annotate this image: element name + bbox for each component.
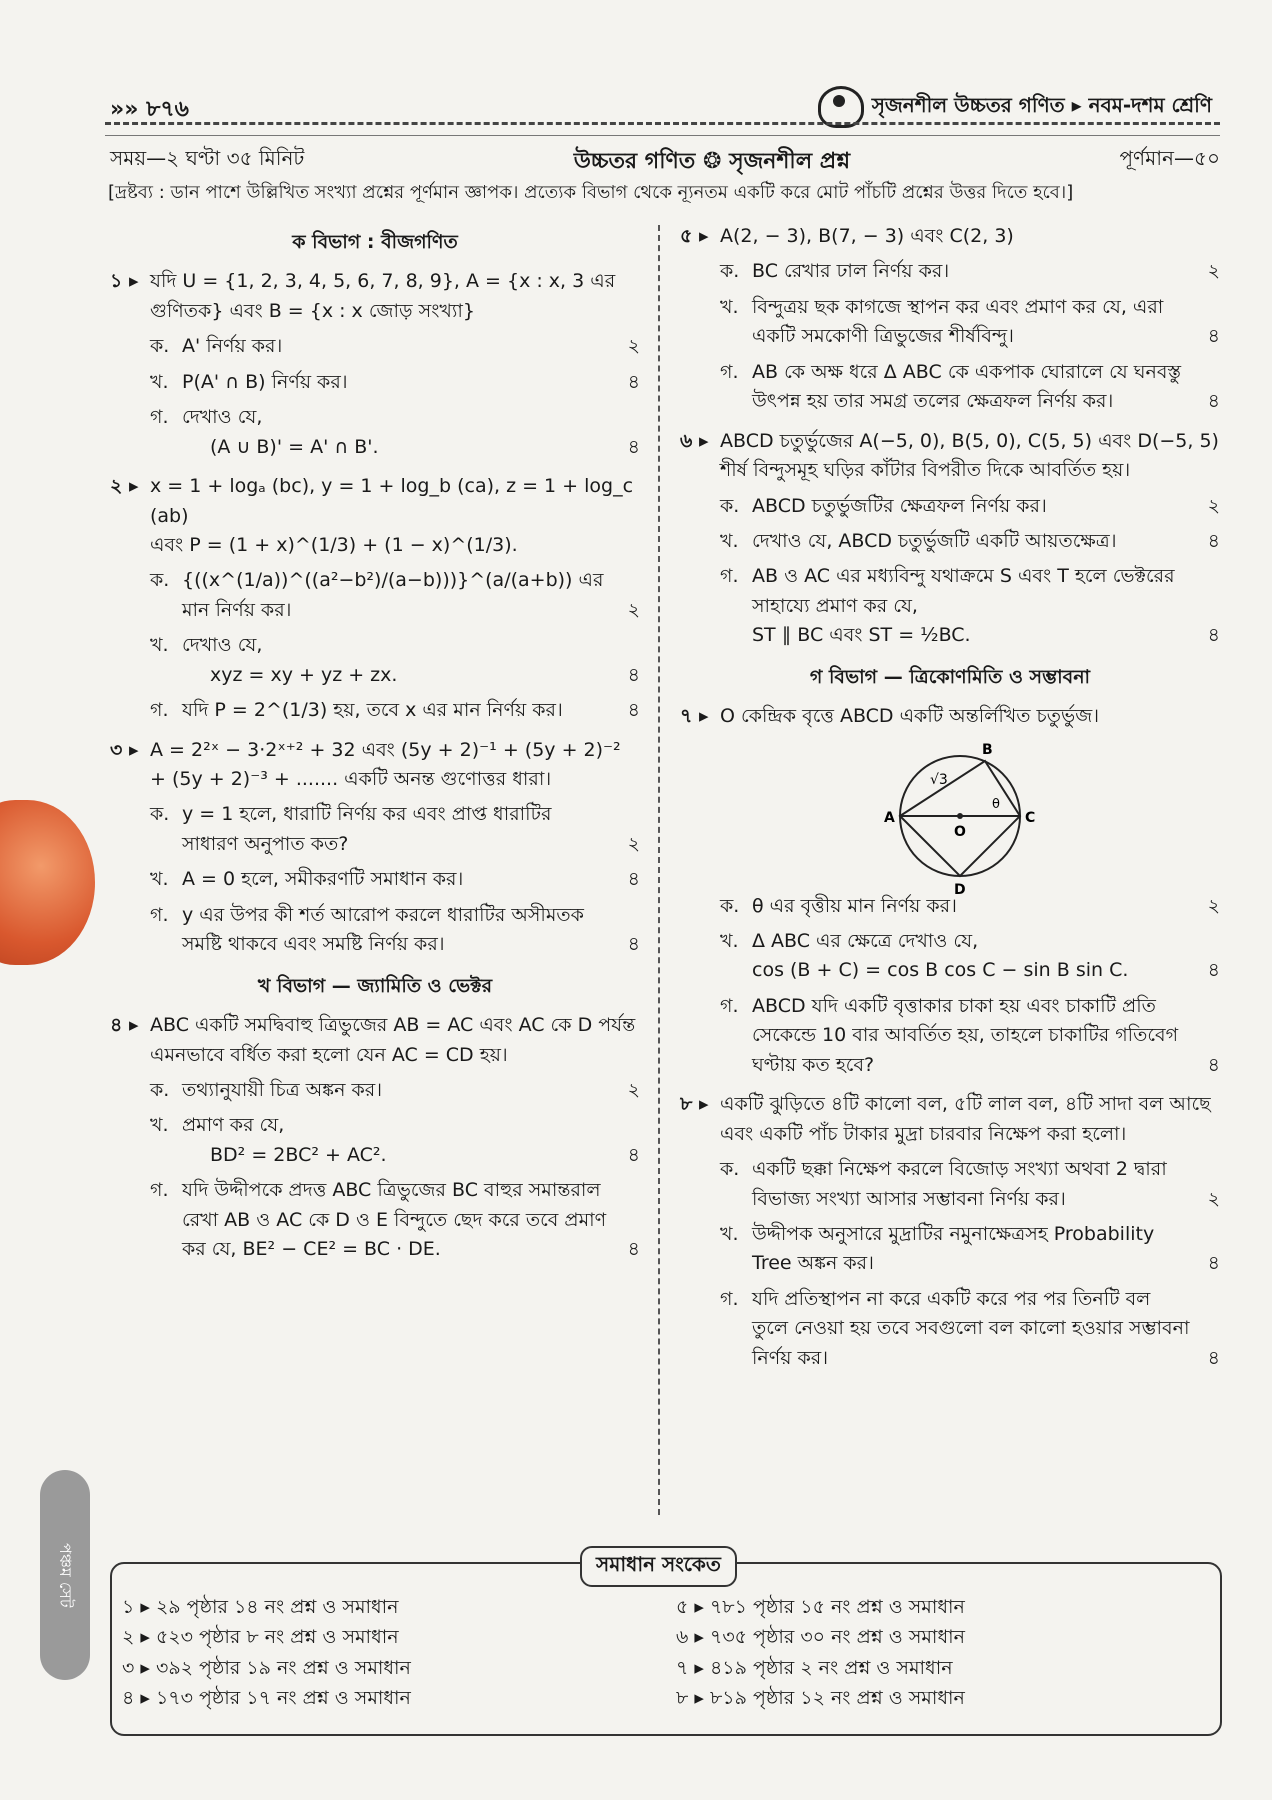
hint-item: ৩ ▸ ৩৯২ পৃষ্ঠার ১৯ নং প্রশ্ন ও সমাধান [122, 1656, 411, 1679]
label-b: B [982, 741, 993, 758]
question-stem: A = 2²ˣ − 3·2ˣ⁺² + 32 এবং (5y + 2)⁻¹ + (5y + 2)⁻² + (5y + 2)⁻³ + ....... একটি অনন্ত গুণোত্তর ধারা। [150, 738, 621, 790]
question-5 [680, 222, 1220, 423]
equation: BD² = 2BC² + AC². [210, 1143, 387, 1166]
sub-label: খ. [150, 370, 169, 393]
left-column [110, 222, 640, 1275]
section-kha-heading: খ বিভাগ — জ্যামিতি ও ভেক্টর [257, 974, 493, 997]
mark: ৪ [627, 699, 640, 722]
sub-label: গ. [720, 565, 739, 588]
sub-question: তথ্যানুযায়ী চিত্র অঙ্কন কর। [182, 1078, 382, 1101]
mark: ৪ [1207, 529, 1220, 552]
hint-item: ৫ ▸ ৭৮১ পৃষ্ঠার ১৫ নং প্রশ্ন ও সমাধান [676, 1596, 965, 1618]
running-title: সৃজনশীল উচ্চতর গণিত ▸ নবম-দশম শ্রেণি [871, 92, 1212, 117]
question-number: ৬ ▸ [680, 429, 709, 452]
question-stem: যদি U = {1, 2, 3, 4, 5, 6, 7, 8, 9}, A = {x : x, 3 এর গুণিতক} এবং B = {x : x জোড় সংখ্যা} [150, 270, 616, 322]
page-number: »» ৮৭৬ [110, 97, 189, 122]
mark: ৪ [627, 1238, 640, 1261]
solution-hints-title: সমাধান সংকেত [580, 1546, 737, 1587]
sub-label: ক. [720, 260, 740, 283]
mark: ৪ [1207, 1252, 1220, 1275]
mark: ৪ [627, 933, 640, 956]
label-o: O [954, 823, 966, 840]
question-number: ১ ▸ [110, 270, 139, 293]
sub-label: খ. [720, 1222, 739, 1245]
question-stem: ABCD চতুর্ভুজের A(−5, 0), B(5, 0), C(5, 5) এবং D(−5, 5) শীর্ষ বিন্দুসমূহ ঘড়ির কাঁটার বিপরীত দিকে আবর্তিত হয়। [720, 429, 1219, 482]
sub-label: গ. [150, 699, 169, 722]
sub-question: প্রমাণ কর যে, [182, 1114, 285, 1137]
exam-full-marks: পূর্ণমান—৫০ [1119, 146, 1220, 170]
equation: ST ∥ BC এবং ST = ½BC. [752, 624, 971, 647]
question-number: ২ ▸ [110, 475, 139, 498]
column-divider [658, 225, 660, 1515]
question-stem: ABC একটি সমদ্বিবাহু ত্রিভুজের AB = AC এবং AC কে D পর্যন্ত এমনভাবে বর্ধিত করা হলো যেন AC = CD হয়। [150, 1014, 636, 1066]
question-stem: O কেন্দ্রিক বৃত্তে ABCD একটি অন্তর্লিখিত চতুর্ভুজ। [720, 705, 1099, 728]
solution-hints-right [676, 1592, 965, 1714]
question-7 [680, 702, 1220, 1086]
label-d: D [954, 881, 966, 898]
sub-question: ABCD যদি একটি বৃত্তাকার চাকা হয় এবং চাকাটি প্রতি সেকেন্ডে 10 বার আবর্তিত হয়, তাহলে চাকাটির গতিবেগ ঘণ্টায় কত হবে? [752, 994, 1179, 1076]
mark: ৪ [627, 370, 640, 393]
sub-label: ক. [720, 494, 740, 517]
question-6 [680, 427, 1220, 657]
hint-item: ২ ▸ ৫২৩ পৃষ্ঠার ৮ নং প্রশ্ন ও সমাধান [122, 1626, 399, 1649]
equation: (A ∪ B)' = A' ∩ B'. [210, 435, 379, 458]
sub-question: একটি ছক্কা নিক্ষেপ করলে বিজোড় সংখ্যা অথবা 2 দ্বারা বিভাজ্য সংখ্যা আসার সম্ভাবনা নির্ণয় কর। [752, 1158, 1167, 1210]
sub-label: খ. [720, 529, 739, 552]
label-a: A [884, 809, 895, 826]
sub-question: y = 1 হলে, ধারাটি নির্ণয় কর এবং প্রাপ্ত ধারাটির সাধারণ অনুপাত কত? [182, 803, 552, 855]
mark: ৪ [1207, 959, 1220, 982]
section-ga-heading: গ বিভাগ — ত্রিকোণমিতি ও সম্ভাবনা [809, 665, 1091, 688]
mark: ২ [1207, 260, 1220, 283]
sub-label: ক. [150, 803, 170, 826]
sub-label: গ. [150, 903, 169, 926]
mark: ২ [627, 598, 640, 621]
sub-question: বিন্দুত্রয় ছক কাগজে স্থাপন কর এবং প্রমাণ কর যে, এরা একটি সমকোণী ত্রিভুজের শীর্ষবিন্দু। [752, 295, 1164, 348]
sub-label: ক. [150, 335, 170, 358]
sub-question: θ এর বৃত্তীয় মান নির্ণয় কর। [752, 894, 957, 917]
sub-question: যদি প্রতিস্থাপন না করে একটি করে পর পর তিনটি বল তুলে নেওয়া হয় তবে সবগুলো বল কালো হওয়ার সম্ভাবনা নির্ণয় কর। [752, 1287, 1190, 1369]
question-1 [110, 267, 640, 468]
sub-label: ক. [150, 1078, 170, 1101]
sub-question: A = 0 হলে, সমীকরণটি সমাধান কর। [182, 868, 464, 891]
mark: ৪ [627, 1143, 640, 1166]
mark: ৪ [1207, 1053, 1220, 1076]
exam-subject: উচ্চতর গণিত ❂ সৃজনশীল প্রশ্ন [573, 149, 851, 174]
sub-question: AB ও AC এর মধ্যবিন্দু যথাক্রমে S এবং T হলে ভেক্টরের সাহায্যে প্রমাণ কর যে, [752, 565, 1175, 617]
question-8 [680, 1090, 1220, 1379]
sub-label: খ. [720, 295, 739, 318]
finger-photo-artifact [0, 800, 95, 965]
hint-item: ১ ▸ ২৯ পৃষ্ঠার ১৪ নং প্রশ্ন ও সমাধান [122, 1596, 399, 1618]
sub-question: Δ ABC এর ক্ষেত্রে দেখাও যে, [752, 930, 979, 952]
sub-label: খ. [150, 634, 169, 657]
mark: ৪ [1207, 1346, 1220, 1369]
question-4 [110, 1011, 640, 1271]
header-ornament [105, 122, 1220, 136]
exam-time: সময়—২ ঘণ্টা ৩৫ মিনিট [110, 146, 305, 170]
question-stem: A(2, − 3), B(7, − 3) এবং C(2, 3) [720, 225, 1014, 247]
sub-question: AB কে অক্ষ ধরে Δ ABC কে একপাক ঘোরালে যে ঘনবস্তু উৎপন্ন হয় তার সমগ্র তলের ক্ষেত্রফল নির্ণয় কর। [752, 360, 1182, 413]
right-column [680, 222, 1220, 1383]
sub-question: P(A' ∩ B) নির্ণয় কর। [182, 370, 348, 393]
sub-label: গ. [150, 1179, 169, 1202]
sub-question: উদ্দীপক অনুসারে মুদ্রাটির নমুনাক্ষেত্রসহ Probability Tree অঙ্কন কর। [752, 1222, 1155, 1275]
inscribed-quadrilateral-figure [870, 736, 1050, 898]
exam-notice: [দ্রষ্টব্য : ডান পাশে উল্লিখিত সংখ্যা প্রশ্নের পূর্ণমান জ্ঞাপক। প্রত্যেক বিভাগ থেকে ন্যূনতম একটি করে মোট পাঁচটি প্রশ্নের উত্তর দিতে হবে।] [108, 182, 1074, 203]
question-number: ৪ ▸ [110, 1014, 139, 1037]
hint-item: ৬ ▸ ৭৩৫ পৃষ্ঠার ৩০ নং প্রশ্ন ও সমাধান [676, 1626, 965, 1649]
hint-item: ৪ ▸ ১৭৩ পৃষ্ঠার ১৭ নং প্রশ্ন ও সমাধান [122, 1687, 411, 1710]
sub-label: খ. [150, 1114, 169, 1137]
label-theta: θ [992, 796, 1000, 812]
sub-question: দেখাও যে, [182, 634, 263, 657]
question-number: ৭ ▸ [680, 705, 709, 728]
mark: ৪ [1207, 390, 1220, 413]
question-2 [110, 472, 640, 732]
sub-label: ক. [720, 1158, 740, 1181]
hint-item: ৮ ▸ ৮১৯ পৃষ্ঠার ১২ নং প্রশ্ন ও সমাধান [676, 1687, 965, 1710]
mark: ২ [1207, 494, 1220, 517]
question-number: ৩ ▸ [110, 738, 139, 761]
section-ka-heading: ক বিভাগ : বীজগণিত [292, 231, 458, 253]
sub-question: যদি P = 2^(1/3) হয়, তবে x এর মান নির্ণয় কর। [182, 699, 563, 722]
sub-label: গ. [720, 1287, 739, 1310]
label-c: C [1025, 809, 1036, 826]
exam-meta [110, 144, 1220, 181]
sub-label: ক. [720, 894, 740, 917]
sub-question: BC রেখার ঢাল নির্ণয় কর। [752, 260, 950, 283]
sub-label: গ. [720, 360, 739, 383]
sub-label: খ. [720, 930, 739, 952]
question-number: ৮ ▸ [680, 1093, 709, 1116]
question-number: ৫ ▸ [680, 225, 709, 247]
sub-question: দেখাও যে, ABCD চতুর্ভুজটি একটি আয়তক্ষেত্র। [752, 529, 1117, 552]
sub-label: খ. [150, 868, 169, 891]
set-side-tab: পঞ্চম সেট [40, 1470, 90, 1680]
mark: ২ [627, 335, 640, 358]
question-stem: x = 1 + logₐ (bc), y = 1 + log_b (ca), z = 1 + log_c (ab) [150, 475, 634, 527]
sub-question: যদি উদ্দীপকে প্রদত্ত ABC ত্রিভুজের BC বাহুর সমান্তরাল রেখা AB ও AC কে D ও E বিন্দুতে ছেদ করে তবে প্রমাণ কর যে, BE² − CE² = BC · DE. [182, 1179, 607, 1261]
equation: xyz = xy + yz + zx. [210, 663, 398, 686]
sub-label: গ. [720, 994, 739, 1017]
sub-question: ABCD চতুর্ভুজটির ক্ষেত্রফল নির্ণয় কর। [752, 494, 1047, 517]
mark: ২ [1207, 894, 1220, 917]
mark: ২ [627, 832, 640, 855]
mark: ৪ [1207, 325, 1220, 348]
hint-item: ৭ ▸ ৪১৯ পৃষ্ঠার ২ নং প্রশ্ন ও সমাধান [676, 1656, 953, 1679]
mark: ২ [627, 1078, 640, 1101]
sub-question: y এর উপর কী শর্ত আরোপ করলে ধারাটির অসীমতক সমষ্টি থাকবে এবং সমষ্টি নির্ণয় কর। [182, 903, 584, 956]
solution-hints-left [122, 1592, 411, 1714]
sub-question: {((x^(1/a))^((a²−b²)/(a−b)))}^(a/(a+b)) এর মান নির্ণয় কর। [182, 569, 604, 621]
center-dot [957, 813, 963, 819]
question-stem-2: এবং P = (1 + x)^(1/3) + (1 − x)^(1/3). [150, 533, 518, 556]
mark: ৪ [627, 663, 640, 686]
sub-label: ক. [150, 569, 170, 592]
mark: ৪ [627, 435, 640, 458]
equation: cos (B + C) = cos B cos C − sin B sin C. [752, 959, 1129, 982]
mark: ২ [1207, 1187, 1220, 1210]
mark: ৪ [627, 868, 640, 891]
question-stem: একটি ঝুড়িতে ৪টি কালো বল, ৫টি লাল বল, ৪টি সাদা বল আছে এবং একটি পাঁচ টাকার মুদ্রা চারবার নিক্ষেপ করা হলো। [720, 1093, 1211, 1145]
sub-label: গ. [150, 406, 169, 429]
mark: ৪ [1207, 624, 1220, 647]
sub-question: A' নির্ণয় কর। [182, 335, 283, 358]
question-3 [110, 736, 640, 966]
sub-question: দেখাও যে, [182, 406, 263, 429]
label-root3: √3 [930, 771, 948, 788]
